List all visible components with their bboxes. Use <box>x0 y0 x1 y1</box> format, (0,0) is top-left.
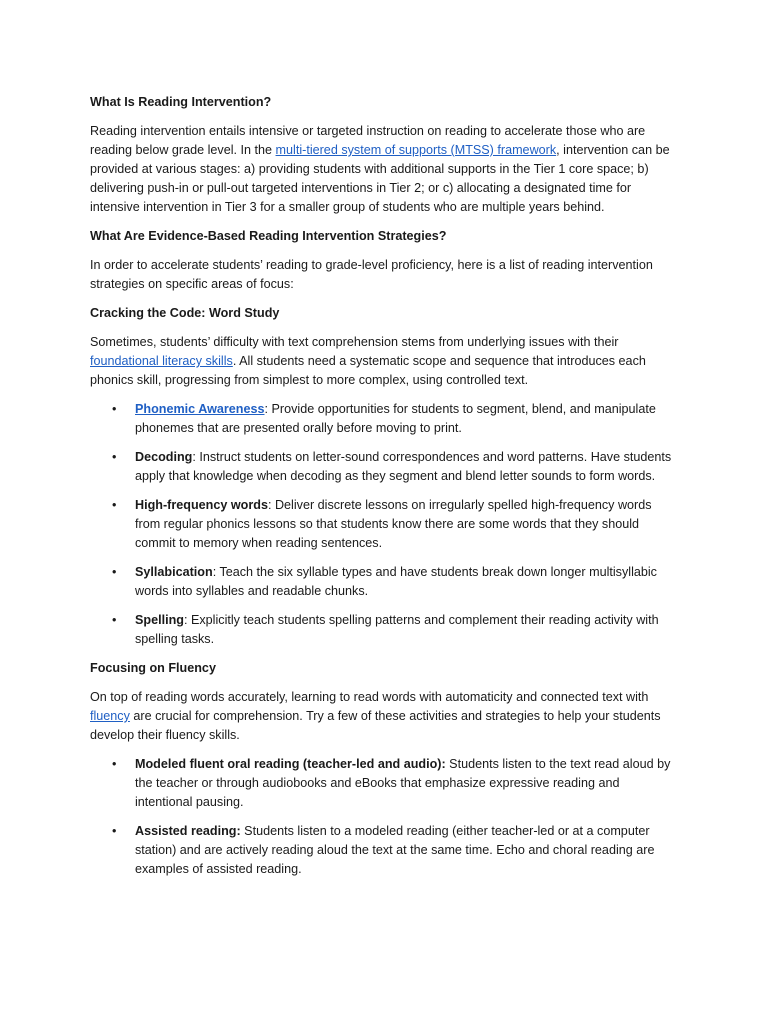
paragraph-reading-intervention <box>90 122 680 217</box>
list-item-decoding <box>112 448 680 486</box>
paragraph-fluency <box>90 688 680 745</box>
list-item-spelling <box>112 611 680 649</box>
fluency-list <box>90 755 680 879</box>
bullet-icon: • <box>112 498 117 512</box>
paragraph-word-study <box>90 333 680 390</box>
list-item-text: : Instruct students on letter-sound correspondences and word patterns. Have students apply that knowledge when decoding as they segment and blend letter sounds to form words. <box>135 450 672 483</box>
link-mtss-framework[interactable]: multi-tiered system of supports (MTSS) framework <box>275 143 557 157</box>
bullet-icon: • <box>112 450 117 464</box>
heading-focusing-on-fluency: Focusing on Fluency <box>90 661 216 675</box>
list-item-text: : Teach the six syllable types and have students break down longer multisyllabic words into syllables and readable chunks. <box>135 565 657 598</box>
list-item-text: : Explicitly teach students spelling patterns and complement their reading activity with spelling tasks. <box>135 613 659 646</box>
word-study-list <box>90 400 680 649</box>
list-item-modeled-fluent-oral-reading <box>112 755 680 812</box>
paragraph-text: , intervention can be provided at various stages: a) providing students with additional supports in the Tier 1 core space; b) delivering push-in or pull-out targeted interventions in Tier 2; or c) allocating a designated time for intensive intervention in Tier 3 for a smaller group of students who are multiple years behind. <box>90 143 670 214</box>
bullet-icon: • <box>112 402 117 416</box>
link-fluency[interactable]: fluency <box>90 709 130 723</box>
bullet-icon: • <box>112 565 117 579</box>
list-item-text: : Deliver discrete lessons on irregularly spelled high-frequency words from regular phonics lessons so that students know there are some words that they should commit to memory when reading sentences. <box>135 498 652 550</box>
heading-cracking-the-code: Cracking the Code: Word Study <box>90 306 280 320</box>
list-item-assisted-reading <box>112 822 680 879</box>
list-item-term: Assisted reading: <box>135 824 241 838</box>
heading-evidence-based-strategies: What Are Evidence-Based Reading Intervention Strategies? <box>90 229 447 243</box>
list-item-text: Students listen to a modeled reading (either teacher-led or at a computer station) and are actively reading aloud the text at the same time. Echo and choral reading are examples of assisted reading. <box>135 824 655 876</box>
list-item-term: Decoding <box>135 450 193 464</box>
list-item-term: Syllabication <box>135 565 213 579</box>
list-item-term: Modeled fluent oral reading (teacher-led and audio): <box>135 757 446 771</box>
paragraph-strategies-intro: In order to accelerate students’ reading to grade-level proficiency, here is a list of reading intervention strategies on specific areas of focus: <box>90 258 653 291</box>
heading-what-is-reading-intervention: What Is Reading Intervention? <box>90 95 272 109</box>
list-item-text: Students listen to the text read aloud by the teacher or through audiobooks and eBooks that emphasize expressive reading and intentional pausing. <box>135 757 671 809</box>
list-item-text: : Provide opportunities for students to segment, blend, and manipulate phonemes that are presented orally before moving to print. <box>135 402 656 435</box>
paragraph-text: are crucial for comprehension. Try a few of these activities and strategies to help your students develop their fluency skills. <box>90 709 661 742</box>
paragraph-text: Sometimes, students’ difficulty with text comprehension stems from underlying issues with their <box>90 335 619 349</box>
list-item-high-frequency-words <box>112 496 680 553</box>
list-item-syllabication <box>112 563 680 601</box>
list-item-term: Spelling <box>135 613 184 627</box>
link-phonemic-awareness[interactable]: Phonemic Awareness <box>135 402 265 416</box>
document-page <box>90 93 680 889</box>
link-foundational-literacy-skills[interactable]: foundational literacy skills <box>90 354 233 368</box>
bullet-icon: • <box>112 757 117 771</box>
bullet-icon: • <box>112 613 117 627</box>
list-item-term: High-frequency words <box>135 498 268 512</box>
list-item-phonemic-awareness <box>112 400 680 438</box>
bullet-icon: • <box>112 824 117 838</box>
paragraph-text: . All students need a systematic scope and sequence that introduces each phonics skill, progressing from simplest to more complex, using controlled text. <box>90 354 646 387</box>
paragraph-text: Reading intervention entails intensive or targeted instruction on reading to accelerate those who are reading below grade level. In the <box>90 124 646 157</box>
paragraph-text: On top of reading words accurately, learning to read words with automaticity and connected text with <box>90 690 649 704</box>
